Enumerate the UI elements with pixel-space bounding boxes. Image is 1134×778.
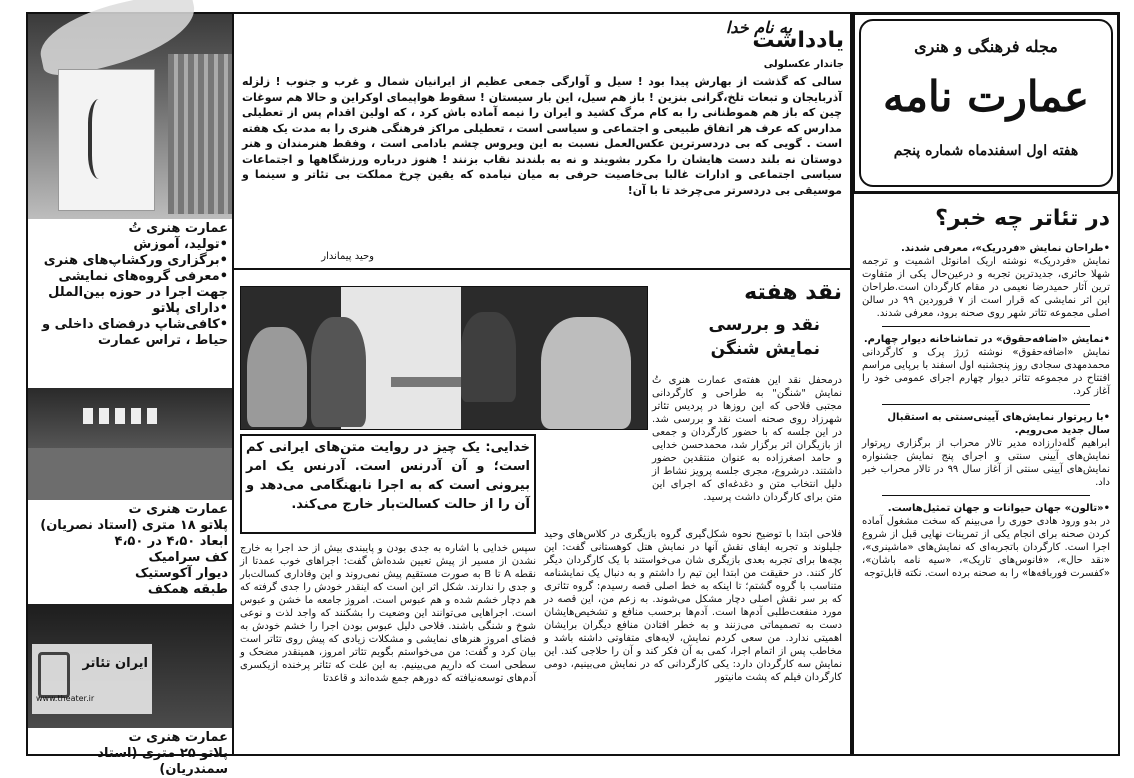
- critique-session-photo: [240, 286, 648, 430]
- left-block2-line: پلاتو ۱۸ متری (استاد نصریان): [40, 518, 228, 533]
- news-column: [852, 194, 1120, 756]
- editorial-byline: جاندار عکسلولی: [763, 59, 844, 70]
- news-divider: [882, 495, 1090, 496]
- left-block2-line: عمارت هنری ت: [128, 502, 228, 517]
- news-item-title: •نمایش «اضافه‌حقوق» در تماشاخانه دیوار چهارم.: [863, 334, 1110, 345]
- critique-body-left: سپس خدایی با اشاره به جدی بودن و پایبندی بیش از حد اجرا به خارج نشدن از مسیر از پیش تعیین شده‌اش گفت: اجراهای خوب عمدتا از نقطه A تا B به صورت مستقیم پیش نمی‌روند و این وفاداری کسالت‌بار و جدی را ندارند. شکل اثر این است که اینقدر خودش را جدی گرفته که هم دچار خشم شده و هم عبوس است. امروز جامعه ما خشن و عبوس است. اجراهایی می‌توانند این وضعیت را بشکنند که واجد لذت و نوعی شوخ و شنگی باشند. فلاحی دلیل عبوس بودن اجرا را خشم خودش به فضای امروز هنرهای نمایشی و مشکلات زیادی که پیش روی تئاتر است بیان کرد و گفت: من می‌خواستم بگویم تئاتر امروز، همینقدر مضحک و سطحی است که داریم می‌بینیم. به این علت که تئاتر پرخنده ازیکسری آدم‌های توسعه‌نیافته که دورهم جمع شده‌اند و قاعدتا: [240, 543, 536, 684]
- logo-mark: [88, 99, 124, 179]
- critique-subheading-1: نقد و بررسی: [708, 315, 820, 335]
- plato-photo: [28, 388, 232, 500]
- masthead-issue: هفته اول اسفندماه شماره پنجم: [893, 143, 1079, 159]
- room-floor: [28, 448, 232, 500]
- editorial-box: [232, 12, 852, 270]
- left-block2-line: ابعاد ۴،۵۰ در ۴،۵۰: [114, 534, 228, 549]
- critique-subheading-2: نمایش شنگن: [710, 339, 820, 359]
- person-4: [541, 317, 631, 429]
- news-item: [862, 411, 1110, 489]
- news-list: [862, 242, 1110, 752]
- left-block1-item: •کافی‌شاپ درفضای داخلی و حیاط ، تراس عمارت: [41, 317, 228, 348]
- building-photo: [28, 14, 232, 219]
- left-block3-line: عمارت هنری ت: [128, 730, 228, 745]
- critique-pull-quote: [240, 434, 536, 534]
- left-block2-line: کف سرامیک: [148, 550, 228, 565]
- left-block2-line: دیوار آکوستیک: [134, 566, 228, 581]
- critique-body-right: فلاحی ابتدا با توضیح نحوه شکل‌گیری گروه بازیگری در کلاس‌های وحید جلیلوند و تجربه ایفای نقش آنها در نمایش هتل کوهستانی گفت: این بچه‌ها برای تجربه بعدی بازیگری شان می‌خواستند با یک کارگردان دیگر کار کنند. در حقیقت من ابتدا این تیم را داشتم و به دنبال یک نمایشنامه متناسب با گروه گشتم؛ تا اینکه به خط اصلی قصه رسیدم: گروه تئاتری که بر سر نقش اصلی دچار مشکل می‌شوند. به زعم من، این قصه در مورد منفعت‌طلبی آدم‌ها است. آدم‌ها برحسب منافع و تشخیص‌هایشان دست به تصمیماتی می‌زنند و به خطر افتادن منافع دیگران برایشان اهمیتی ندارد. من سعی کردم نمایش، لایه‌های متفاوتی داشته باشد و مخاطب پس از اتمام اجرا، کمی به آن فکر کند و آن را حلاجی کند. این نمایش سه کارگردان دارد: یکی کارگردانی که در نمایش می‌بینیم، دومی کارگردان فیلم که پشت مانیتور: [544, 529, 842, 683]
- news-item-title: •«تالون» جهان حیوانات و جهان تمثیل‌هاست.: [887, 503, 1110, 514]
- news-heading: در تئاتر چه خبر؟: [935, 206, 1110, 231]
- critique-intro: درمحفل نقد این هفته‌ی عمارت هنری تُ نمایش "شنگن" به طراحی و کارگردانی مجتبی فلاحی که این روزها در پردیس تئاتر شهرزاد روی صحنه است نقد و بررسی شد. در این جلسه که با حضور کارگردان و جمعی از بازیگران اثر برگزار شد، محمدحسن خدایی و حامد اصغرزاده به عنوان منتقدین حضور داشتند. درشروع، مجری جلسه پرویز نشاط از دلیل انتخاب متن و دغدغه‌ای که اجرای این متن برای کارگردان داشت پرسید.: [652, 375, 842, 503]
- news-item: [862, 502, 1110, 580]
- news-item: [862, 333, 1110, 398]
- left-block1-item: •برگزاری ورکشاپ‌های هنری: [43, 253, 228, 268]
- news-item-body: در بدو ورود هادی حوری را می‌بینم که سخت مشغول آماده کردن صحنه برای انجام یکی از تمرینات نهایی قبل از شروع اجرا است. کارگردان باتجربه‌ای که نمایش‌های «ماشینری»، «نقد حال»، «فانوس‌های تاریک»، «سیه نامه باشان»، «کفسرت فوربافه‌ها» را به صحنه برده است. نکته قابل‌توجه: [862, 516, 1110, 579]
- editorial-heading: یادداشت: [752, 28, 844, 53]
- chair-row: [83, 408, 163, 424]
- left-block3-line: پلاتو ۲۵ متری (استاد سمندریان): [97, 746, 228, 777]
- news-divider: [882, 404, 1090, 405]
- plato-photo-2: [28, 604, 232, 728]
- person-2: [311, 317, 366, 427]
- left-block1-item: •دارای پلاتو: [152, 301, 228, 316]
- theater-logo-url: www.theater.ir: [36, 694, 95, 703]
- editorial-body: سالی که گذشت از بهارش پیدا بود ! سیل و آوارگی جمعی عظیم از ایرانیان شمال و غرب و جنوب ! زلزله آذربایجان و تبعات تلخ،گرانی بنزین ! باز هم سیل، این بار سیستان ! سقوط هواپیمای اوکراین و حالا هم سوغات چین که باز هم هموطنانی را به کام مرگ کشید و ایران را نیمه آماده باش کرد ، که اولین اقدام پس از تعطیلی مدارس که عرف هر اتفاق طبیعی و اجتماعی و سیاسی است ، تعطیلی مراکز فرهنگی هنری را به مدت یک هفته است . گویی که بی دردسرترین عکس‌العمل نسبت به این ویروس چشم بادامی است ، وفقط هنرمندان و هنر دوستان نه بلند دست هایشان را مکرر بشویند و نه به بلندند نقاب بزنند ! هنوز درباره ورزشگاهها و اجتماعات سیاسی اجتماعی و ادارات غالبا بی‌خاصیت حرفی به میان نیامده که یقین چرخ مملکت بی تئاتر و سینما و موسیقی بی دردسرتر می‌چرخد تا با آن!: [242, 75, 842, 197]
- left-block1-item: •معرفی گروه‌های نمایشی جهت اجرا در حوزه بین‌الملل: [48, 269, 228, 300]
- news-item-body: نمایش «اضافه‌حقوق» نوشته ژرژ پرک و کارگردانی محمدمهدی سجادی روز پنجشنبه اول اسفند با برپایی مراسم افتتاح در مجموعه تئاتر دیوار چهارم اجرای عمومی خود را آغاز کرد.: [862, 347, 1110, 397]
- news-item-title: •طراحان نمایش «فردریک»، معرفی شدند.: [900, 243, 1110, 254]
- masthead-title: عمارت نامه: [882, 72, 1090, 121]
- left-info-block-1: [32, 221, 228, 381]
- person-3: [461, 312, 516, 402]
- news-item-body: نمایش «فردریک» نوشته اریک امانوئل اشمیت و ترجمه شهلا حائری، جدیدترین تجربه و درعین‌حال یکی از متفاوت ترین آثار حمیدرضا نعیمی در مقام کارگردان است.طراحان این اثر نمایشی که قرار است از ۷ فروردین ۹۹ در سالن اصلی مجموعه تئاتر شهر روی صحنه برود، معرفی شدند.: [862, 256, 1111, 319]
- news-item-body: ابراهیم گله‌دارزاده مدیر تالار محراب از برگزاری رپرتوار نمایش‌های آیینی سنتی و اجرای پنج نمایش جشنواره نمایش‌های آیینی سنتی از آغاز سال ۹۹ در تالار محراب خبر داد.: [862, 438, 1110, 488]
- wall-stripes: [168, 54, 232, 214]
- pull-quote-text: خدایی: یک چیز در روایت متن‌های ایرانی کم است؛ و آن آدرنس است. آدرنس یک امر بیرونی است که به اجرا نابهنگامی می‌دهد و آن را از حالت کسالت‌بار خارج می‌کند.: [246, 440, 530, 512]
- editorial-blessing: به نام خدا: [725, 18, 793, 37]
- left-block1-item: •تولید، آموزش: [133, 237, 228, 252]
- critique-section: [232, 270, 852, 756]
- masthead-line1: مجله فرهنگی و هنری: [914, 37, 1058, 56]
- critique-heading: نقد هفته: [744, 280, 842, 305]
- left-block2-line: طبقه همکف: [147, 582, 228, 597]
- editorial-signature: وحید پیماندار: [321, 251, 374, 262]
- person-1: [247, 327, 307, 427]
- theater-logo-icon: [38, 652, 70, 698]
- masthead: [852, 12, 1120, 194]
- news-divider: [882, 326, 1090, 327]
- theater-logo: [32, 644, 152, 714]
- news-item: [862, 242, 1110, 320]
- left-column: [26, 12, 232, 777]
- left-info-block-3: [32, 730, 228, 777]
- left-info-block-2: [32, 502, 228, 602]
- theater-logo-text: ایران تئاتر: [82, 656, 148, 671]
- news-item-title: •با رپرتوار نمایش‌های آیینی‌سنتی به استقبال سال جدید می‌رویم.: [887, 412, 1110, 436]
- left-block1-title: عمارت هنری تُ: [128, 221, 228, 236]
